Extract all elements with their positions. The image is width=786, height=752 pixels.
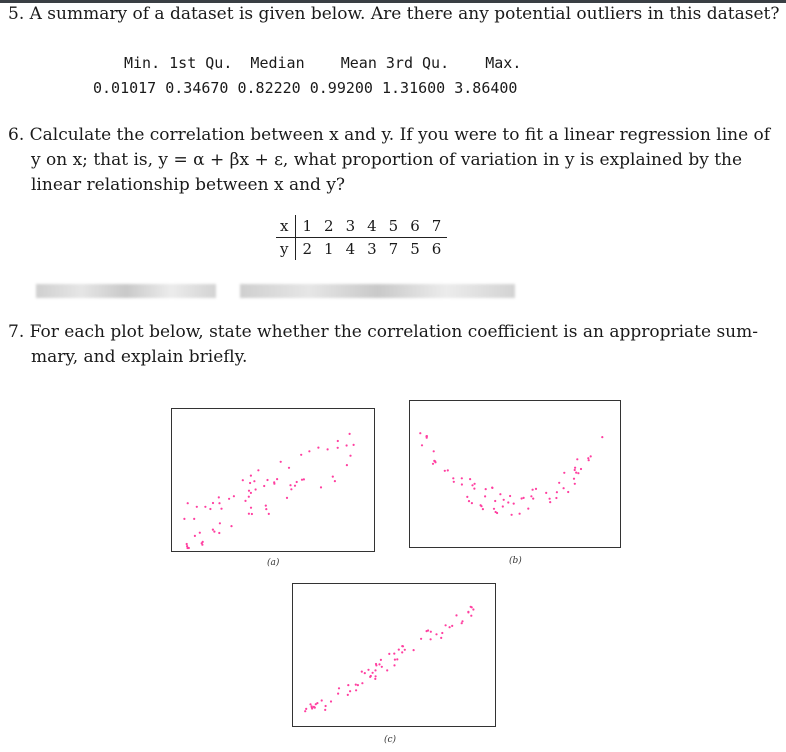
scatter-point <box>347 684 349 686</box>
scatter-point <box>401 645 403 647</box>
scatter-point <box>308 450 310 452</box>
scatter-point <box>334 480 336 482</box>
scatter-point <box>484 495 486 497</box>
scatter-point <box>466 496 468 498</box>
scatter-point <box>242 479 244 481</box>
scatter-point <box>327 448 329 450</box>
scatter-point <box>324 709 326 711</box>
scatter-point <box>286 497 288 499</box>
scatter-point <box>250 475 252 477</box>
scatter-point <box>509 495 511 497</box>
scatter-point <box>212 529 214 531</box>
scatter-point <box>519 513 521 515</box>
x-value: 5 <box>383 215 405 238</box>
scatter-point <box>263 485 265 487</box>
scatter-point <box>485 488 487 490</box>
scatter-point <box>575 472 577 474</box>
scatter-point <box>378 663 380 665</box>
scatter-point <box>289 484 291 486</box>
scatter-point <box>577 472 579 474</box>
table-row-y <box>276 238 447 261</box>
redacted-text-block <box>36 284 216 298</box>
redacted-text-block <box>240 284 515 298</box>
scatter-point <box>433 450 435 452</box>
scatter-point <box>452 477 454 479</box>
scatter-point <box>257 469 259 471</box>
scatter-point <box>311 707 313 709</box>
scatter-point <box>532 489 534 491</box>
scatter-point <box>444 470 446 472</box>
x-value: 4 <box>361 215 383 238</box>
scatter-point <box>276 478 278 480</box>
scatter-point <box>364 672 366 674</box>
scatter-point <box>396 658 398 660</box>
scatter-point <box>574 483 576 485</box>
scatter-point <box>186 547 188 549</box>
scatter-point <box>349 455 351 457</box>
scatter-point <box>380 659 382 661</box>
scatter-point <box>573 478 575 480</box>
scatter-point <box>535 488 537 490</box>
scatter-point <box>325 705 327 707</box>
scatter-point <box>491 487 493 489</box>
y-value: 7 <box>388 240 399 258</box>
scatter-plot-c <box>292 583 496 727</box>
scatter-point <box>367 669 369 671</box>
scatter-point <box>480 504 482 506</box>
scatter-point <box>233 495 235 497</box>
scatter-point <box>432 463 434 465</box>
scatter-point <box>513 503 515 505</box>
scatter-point <box>461 622 463 624</box>
scatter-point <box>580 468 582 470</box>
scatter-point <box>451 625 453 627</box>
scatter-point <box>461 477 463 479</box>
scatter-point <box>213 531 215 533</box>
scatter-point <box>265 505 267 507</box>
y-value: 6 <box>431 240 442 258</box>
scatter-point <box>248 490 250 492</box>
scatter-point <box>304 710 306 712</box>
x-value: 2 <box>318 215 340 238</box>
scatter-point <box>313 706 315 708</box>
scatter-point <box>404 649 406 651</box>
scatter-point <box>496 512 498 514</box>
scatter-point <box>268 513 270 515</box>
scatter-point <box>574 467 576 469</box>
scatter-point <box>296 481 298 483</box>
scatter-point <box>449 626 451 628</box>
x-value: 6 <box>404 215 426 238</box>
scatter-point <box>493 508 495 510</box>
scatter-point <box>435 633 437 635</box>
scatter-point <box>303 478 305 480</box>
caption-a: (a) <box>267 558 280 568</box>
scatter-point <box>556 491 558 493</box>
scatter-point <box>375 675 377 677</box>
scatter-point <box>567 491 569 493</box>
scatter-point <box>374 678 376 680</box>
scatter-point <box>187 502 189 504</box>
scatter-point <box>266 479 268 481</box>
summary-values: 0.01017 0.34670 0.82220 0.99200 1.31600 3.86400 <box>93 79 518 97</box>
y-value: 3 <box>367 240 377 258</box>
scatter-point <box>523 497 525 499</box>
question-5: 5. A summary of a dataset is given below. Are there any potential outliers in this dataset? <box>8 4 780 24</box>
scatter-point <box>388 653 390 655</box>
scatter-point <box>220 508 222 510</box>
scatter-point <box>398 649 400 651</box>
scatter-point <box>230 525 232 527</box>
scatter-point <box>346 464 348 466</box>
scatter-point <box>503 499 505 501</box>
scatter-point <box>369 676 371 678</box>
scatter-point <box>228 498 230 500</box>
x-value: 3 <box>340 215 362 238</box>
scatter-point <box>253 480 255 482</box>
scatter-point <box>470 615 472 617</box>
scatter-point <box>434 460 436 462</box>
scatter-point <box>549 501 551 503</box>
scatter-point <box>204 506 206 508</box>
table-row-x <box>276 215 447 238</box>
xy-data-table <box>276 215 447 260</box>
scatter-point <box>494 500 496 502</box>
scatter-point <box>332 476 334 478</box>
scatter-point <box>530 495 532 497</box>
scatter-point <box>393 664 395 666</box>
scatter-point <box>588 459 590 461</box>
scatter-point <box>413 649 415 651</box>
scatter-point <box>482 508 484 510</box>
scatter-point <box>353 444 355 446</box>
scatter-point <box>199 532 201 534</box>
scatter-point <box>186 543 188 545</box>
scatter-point <box>419 432 421 434</box>
scatter-point <box>574 469 576 471</box>
scatter-point <box>421 444 423 446</box>
scatter-point <box>430 631 432 633</box>
scatter-plot-c-points <box>293 584 495 726</box>
scatter-point <box>244 500 246 502</box>
scatter-point <box>601 436 603 438</box>
scatter-point <box>349 433 351 435</box>
scatter-point <box>305 708 307 710</box>
scatter-point <box>255 488 257 490</box>
scatter-point <box>441 632 443 634</box>
scatter-point <box>545 492 547 494</box>
scatter-point <box>349 690 351 692</box>
scatter-plot-a-points <box>172 409 374 551</box>
scatter-point <box>337 447 339 449</box>
scatter-point <box>375 664 377 666</box>
scatter-point <box>219 522 221 524</box>
scatter-point <box>248 513 250 515</box>
scatter-point <box>290 488 292 490</box>
scatter-point <box>474 483 476 485</box>
scatter-point <box>426 435 428 437</box>
scatter-point <box>273 483 275 485</box>
x-value: 1 <box>296 215 318 238</box>
scatter-point <box>532 498 534 500</box>
scatter-point <box>473 488 475 490</box>
scatter-point <box>209 508 211 510</box>
y-value: 1 <box>324 240 334 258</box>
scatter-point <box>321 699 323 701</box>
scatter-point <box>499 493 501 495</box>
caption-c: (c) <box>384 735 397 745</box>
scatter-point <box>294 485 296 487</box>
scatter-point <box>453 481 455 483</box>
scatter-point <box>315 703 317 705</box>
scatter-point <box>218 496 220 498</box>
scatter-point <box>563 487 565 489</box>
scatter-point <box>186 545 188 547</box>
question-7-line-2: mary, and explain briefly. <box>31 347 248 367</box>
y-value: 2 <box>302 240 313 258</box>
scatter-point <box>468 500 470 502</box>
scatter-point <box>196 506 198 508</box>
scatter-plot-b <box>409 400 621 548</box>
scatter-point <box>361 671 363 673</box>
scatter-point <box>338 687 340 689</box>
scatter-point <box>337 440 339 442</box>
scatter-point <box>374 669 376 671</box>
scatter-plot-b-points <box>410 401 620 547</box>
y-row-label: y <box>276 238 296 261</box>
scatter-point <box>194 535 196 537</box>
scatter-point <box>455 614 457 616</box>
scatter-point <box>472 608 474 610</box>
scatter-point <box>587 457 589 459</box>
scatter-point <box>427 629 429 631</box>
summary-header: Min. 1st Qu. Median Mean 3rd Qu. Max. <box>124 54 522 72</box>
scatter-point <box>250 492 252 494</box>
question-6-line-2: y on x; that is, y = α + βx + ε, what proportion of variation in y is explained by the <box>31 150 743 170</box>
scatter-point <box>337 693 339 695</box>
scatter-point <box>507 501 509 503</box>
scatter-point <box>309 703 311 705</box>
scatter-point <box>250 507 252 509</box>
scatter-point <box>558 482 560 484</box>
scatter-point <box>265 508 267 510</box>
scatter-point <box>549 498 551 500</box>
scatter-point <box>317 447 319 449</box>
scatter-point <box>212 502 214 504</box>
scatter-point <box>355 684 357 686</box>
scatter-point <box>471 484 473 486</box>
scatter-point <box>502 505 504 507</box>
scatter-point <box>357 684 359 686</box>
scatter-point <box>218 532 220 534</box>
scatter-point <box>430 638 432 640</box>
scatter-point <box>249 482 251 484</box>
scatter-point <box>576 458 578 460</box>
x-value: 7 <box>426 215 448 238</box>
scatter-point <box>372 672 374 674</box>
scatter-point <box>394 659 396 661</box>
y-value: 5 <box>410 240 420 258</box>
scatter-point <box>347 694 349 696</box>
scatter-point <box>218 502 220 504</box>
scatter-point <box>386 669 388 671</box>
scatter-point <box>461 483 463 485</box>
scatter-point <box>590 455 592 457</box>
scatter-point <box>393 653 395 655</box>
scatter-point <box>330 700 332 702</box>
scatter-point <box>251 513 253 515</box>
scatter-point <box>471 502 473 504</box>
scatter-point <box>440 637 442 639</box>
question-6-line-3: linear relationship between x and y? <box>31 175 346 195</box>
scatter-point <box>563 472 565 474</box>
scatter-point <box>521 497 523 499</box>
scatter-point <box>320 486 322 488</box>
scatter-point <box>355 689 357 691</box>
scatter-point <box>420 638 422 640</box>
question-6-line-1: 6. Calculate the correlation between x and y. If you were to fit a linear regression line of <box>8 125 771 145</box>
scatter-point <box>469 478 471 480</box>
scatter-point <box>527 508 529 510</box>
y-value: 4 <box>345 240 356 258</box>
scatter-point <box>445 624 447 626</box>
scatter-point <box>183 518 185 520</box>
scatter-point <box>300 454 302 456</box>
scatter-point <box>201 542 203 544</box>
scatter-point <box>461 620 463 622</box>
x-row-label: x <box>276 215 296 238</box>
scatter-point <box>511 514 513 516</box>
scatter-point <box>555 497 557 499</box>
scatter-point <box>401 651 403 653</box>
scatter-plot-a <box>171 408 375 552</box>
scatter-point <box>470 606 472 608</box>
scatter-point <box>467 611 469 613</box>
scatter-point <box>280 461 282 463</box>
scatter-point <box>381 666 383 668</box>
scatter-point <box>301 479 303 481</box>
scatter-point <box>361 682 363 684</box>
caption-b: (b) <box>509 556 522 566</box>
scatter-point <box>193 518 195 520</box>
scatter-point <box>447 469 449 471</box>
scatter-point <box>288 467 290 469</box>
scatter-point <box>248 496 250 498</box>
scatter-point <box>346 444 348 446</box>
question-7-line-1: 7. For each plot below, state whether the correlation coefficient is an appropriate sum- <box>8 322 758 342</box>
